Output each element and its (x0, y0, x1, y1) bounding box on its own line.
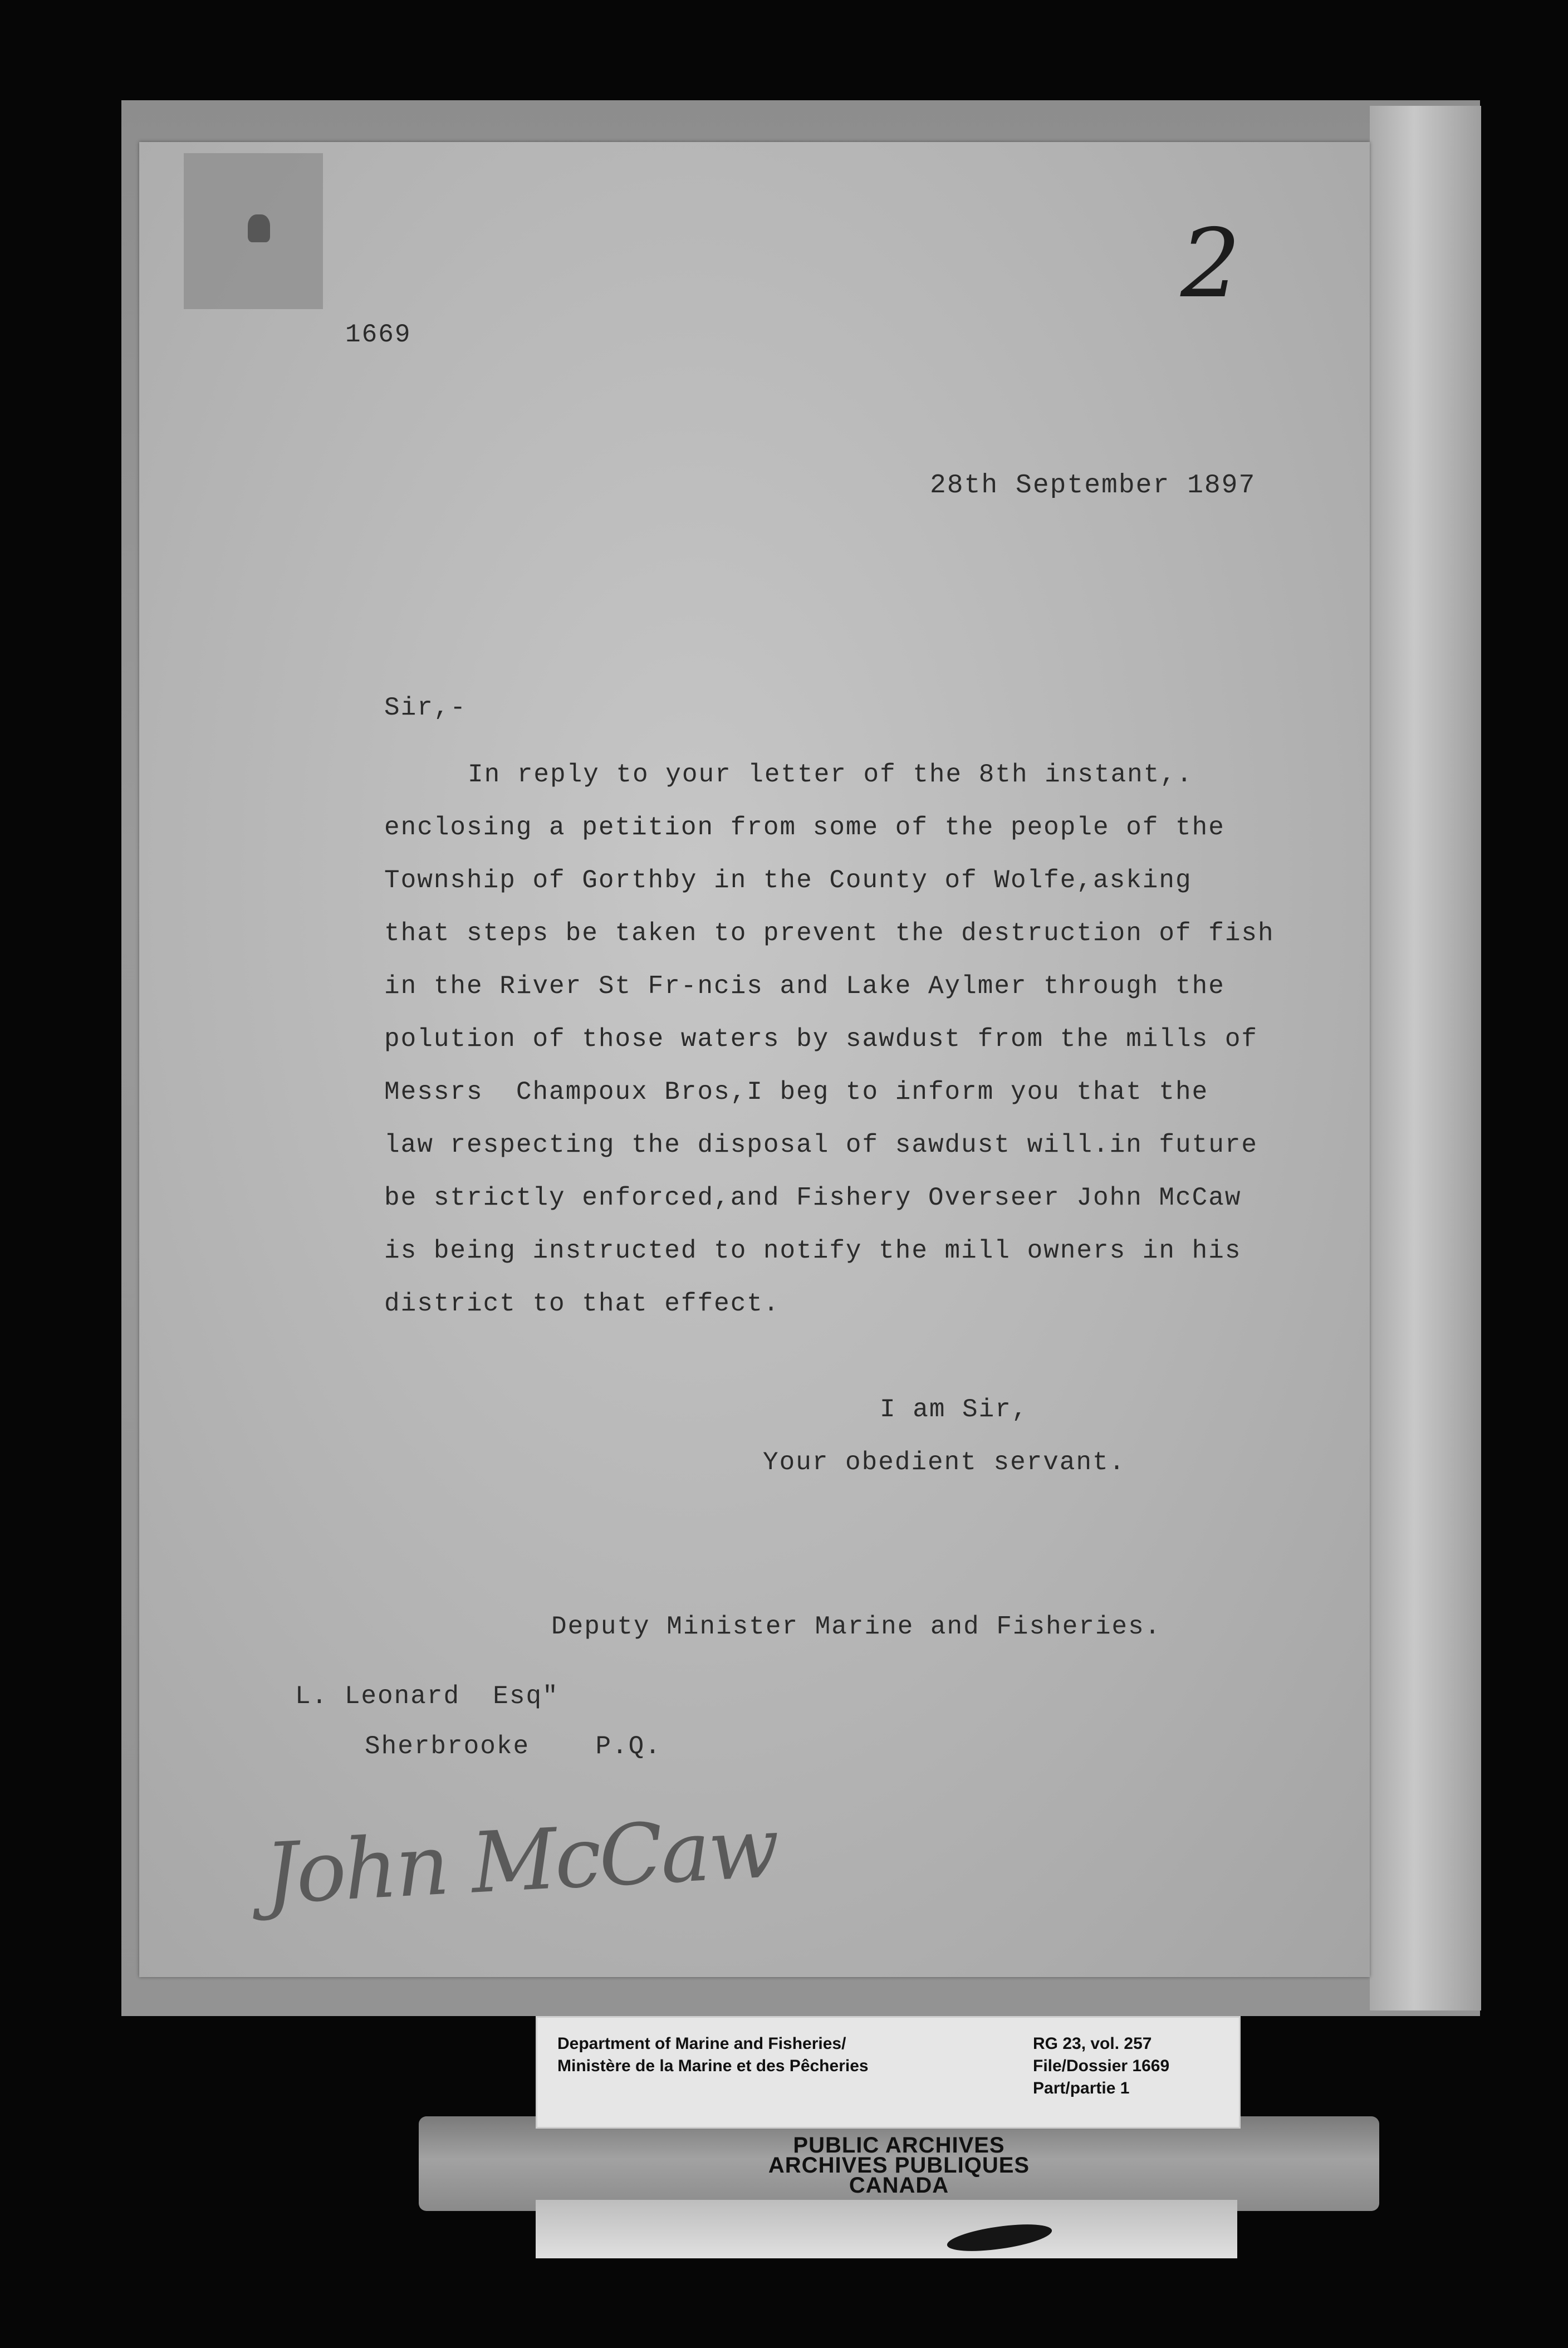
body-line: is being instructed to notify the mill owners in his (384, 1236, 1242, 1265)
closing-line: Your obedient servant. (763, 1448, 1126, 1477)
letter-page (139, 142, 1370, 1977)
body-line: in the River St Fr-ncis and Lake Aylmer through the (384, 972, 1225, 1001)
archives-band-line: CANADA (849, 2173, 949, 2198)
body-line: polution of those waters by sawdust from the mills of (384, 1025, 1258, 1054)
body-line: law respecting the disposal of sawdust will.in future (384, 1131, 1258, 1160)
label-file: File/Dossier 1669 (1033, 2057, 1170, 2075)
archive-reference-label (536, 2016, 1241, 2129)
label-part: Part/partie 1 (1033, 2079, 1130, 2097)
addressee-place: Sherbrooke P.Q. (365, 1732, 661, 1761)
file-number: 1669 (345, 320, 411, 349)
archives-band (419, 2116, 1379, 2211)
addressee-name: L. Leonard Esq" (295, 1682, 559, 1711)
salutation: Sir,- (384, 693, 467, 722)
stamp-glyph-icon (248, 214, 270, 242)
closing-line: I am Sir, (880, 1395, 1028, 1424)
body-line: district to that effect. (384, 1289, 780, 1318)
body-line: In reply to your letter of the 8th instant,. (468, 760, 1193, 789)
label-department-en: Department of Marine and Fisheries/ (557, 2034, 846, 2053)
letter-date: 28th September 1897 (930, 471, 1256, 501)
body-line: be strictly enforced,and Fishery Overseer John McCaw (384, 1183, 1242, 1212)
archives-band-line: ARCHIVES PUBLIQUES (768, 2153, 1030, 2178)
pencil-page-number: 2 (1180, 209, 1241, 319)
archives-band-lower (536, 2200, 1237, 2258)
signatory-title: Deputy Minister Marine and Fisheries. (551, 1612, 1162, 1641)
body-line: enclosing a petition from some of the people of the (384, 813, 1225, 842)
body-line: Township of Gorthby in the County of Wolfe,asking (384, 866, 1192, 895)
body-line: Messrs Champoux Bros,I beg to inform you that the (384, 1078, 1209, 1107)
backing-sheet-edge (1370, 106, 1481, 2011)
label-department-fr: Ministère de la Marine et des Pêcheries (557, 2057, 869, 2075)
handwritten-signature: John McCaw (262, 1799, 780, 1923)
label-reference: RG 23, vol. 257 (1033, 2034, 1152, 2053)
corner-stamp (184, 153, 323, 309)
archives-band-line: PUBLIC ARCHIVES (793, 2133, 1005, 2158)
body-line: that steps be taken to prevent the destruction of fish (384, 919, 1275, 948)
